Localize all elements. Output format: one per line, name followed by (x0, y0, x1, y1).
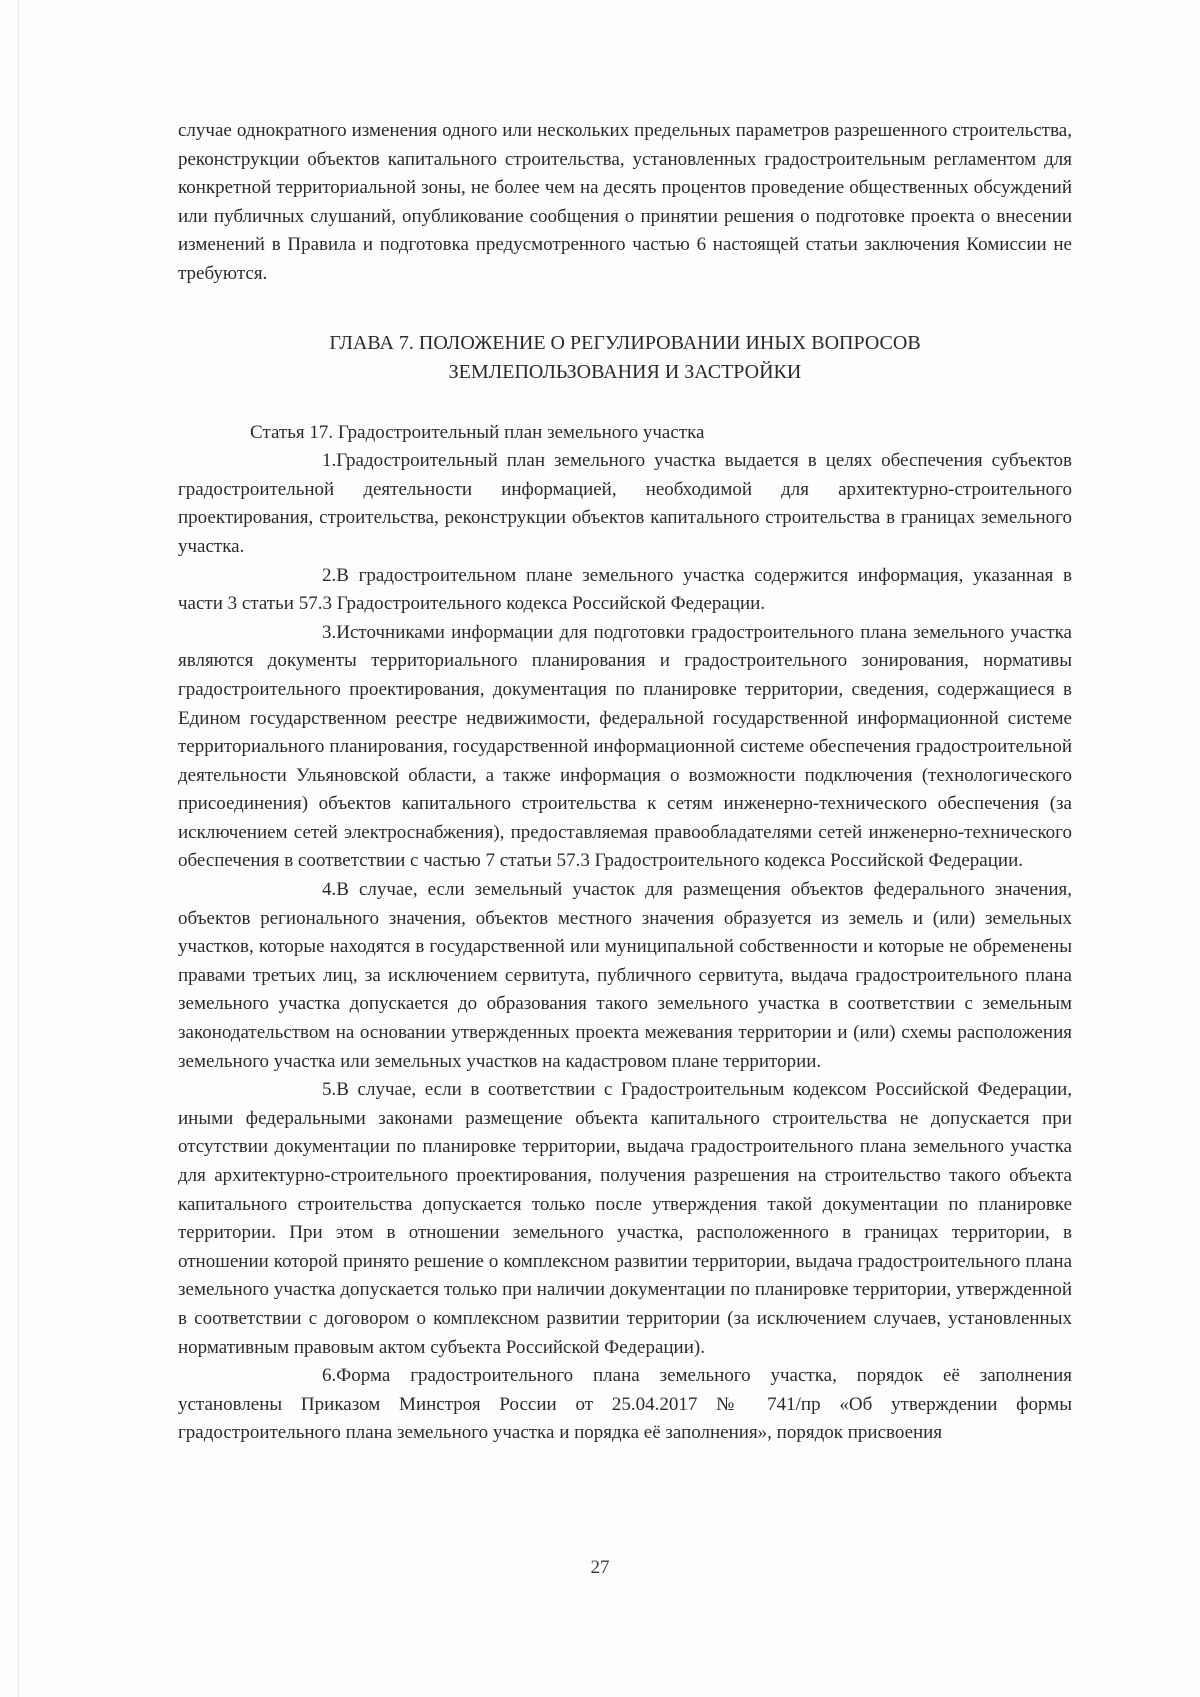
paragraph-3 (178, 619, 1072, 876)
paragraph-number: 4. (322, 879, 337, 901)
paragraph-number: 3. (322, 621, 337, 643)
page-number: 27 (590, 1557, 610, 1578)
paragraph-6 (178, 1362, 1072, 1448)
paragraph-4 (178, 876, 1072, 1076)
intro-paragraph: случае однократного изменения одного или нескольких предельных параметров разрешенного строительства, реконструкции объектов капитального строительства, установленных градостроительным регламентом для конкретной территориальной зоны, не более чем на десять процентов проведение общественных обсуждений или публичных слушаний, опубликование сообщения о принятии решения о подготовке проекта о внесении изменений в Правила и подготовка предусмотренного частью 6 настоящей статьи заключения Комиссии не требуются. (178, 120, 1072, 284)
paragraph-1 (178, 447, 1072, 561)
paragraph-text: В случае, если в соответствии с Градостроительным кодексом Российской Федерации, иными федеральными законами размещение объекта капитального строительства не допускается при отсутствии документации по планировке территории, выдача градостроительного плана земельного участка для архитектурно-строительного проектирования, получения разрешения на строительство такого объекта капитального строительства допускается только после утверждения такой документации по планировке территории. При этом в отношении земельного участка, расположенного в границах территории, в отношении которой принято решение о комплексном развитии территории, выдача градостроительного плана земельного участка допускается только при наличии документации по планировке территории, утвержденной в соответствии с договором о комплексном развитии территории (за исключением случаев, установленных нормативным правовым актом субъекта Российской Федерации). (178, 1079, 1072, 1358)
document-body (178, 117, 1072, 1448)
paragraph-number: 2. (322, 564, 337, 586)
paragraph-text: Источниками информации для подготовки градостроительного плана земельного участка являются документы территориального планирования и градостроительного зонирования, нормативы градостроительного проектирования, документация по планировке территории, сведения, содержащиеся в Едином государственном реестре недвижимости, федеральной государственной информационной системе территориального планирования, государственной информационной системе обеспечения градостроительной деятельности Ульяновской области, а также информация о возможности подключения (технологического присоединения) объектов капитального строительства к сетям инженерно-технического обеспечения (за исключением сетей электроснабжения), предоставляемая правообладателями сетей инженерно-технического обеспечения в соответствии с частью 7 статьи 57.3 Градостроительного кодекса Российской Федерации. (178, 621, 1072, 872)
paragraph-number: 6. (322, 1365, 337, 1387)
paragraph-2 (178, 562, 1072, 619)
paragraph-number: 5. (322, 1079, 337, 1101)
paragraph-5 (178, 1076, 1072, 1362)
paragraph-text: В градостроительном плане земельного участка содержится информация, указанная в части 3 статьи 57.3 Градостроительного кодекса Российской Федерации. (178, 564, 1072, 615)
article-title: Статья 17. Градостроительный план земельного участка (250, 421, 705, 443)
chapter-title: ГЛАВА 7. ПОЛОЖЕНИЕ О РЕГУЛИРОВАНИИ ИНЫХ ВОПРОСОВ ЗЕМЛЕПОЛЬЗОВАНИЯ И ЗАСТРОЙКИ (329, 331, 921, 383)
scan-edge-line (18, 0, 19, 1697)
paragraph-text: В случае, если земельный участок для размещения объектов федерального значения, объектов регионального значения, объектов местного значения образуется из земель и (или) земельных участков, которые находятся в государственной или муниципальной собственности и которые не обременены правами третьих лиц, за исключением сервитута, публичного сервитута, выдача градостроительного плана земельного участка допускается до образования такого земельного участка в соответствии с земельным законодательством на основании утвержденных проекта межевания территории и (или) схемы расположения земельного участка или земельных участков на кадастровом плане территории. (178, 879, 1072, 1072)
paragraph-text: Форма градостроительного плана земельного участка, порядок её заполнения установлены Приказом Минстроя России от 25.04.2017 № 741/пр «Об утверждении формы градостроительного плана земельного участка и порядка её заполнения», порядок присвоения (178, 1365, 1072, 1444)
paragraph-number: 1. (322, 450, 337, 472)
paragraph-text: Градостроительный план земельного участка выдается в целях обеспечения субъектов градостроительной деятельности информацией, необходимой для архитектурно-строительного проектирования, строительства, реконструкции объектов капитального строительства в границах земельного участка. (178, 450, 1072, 557)
